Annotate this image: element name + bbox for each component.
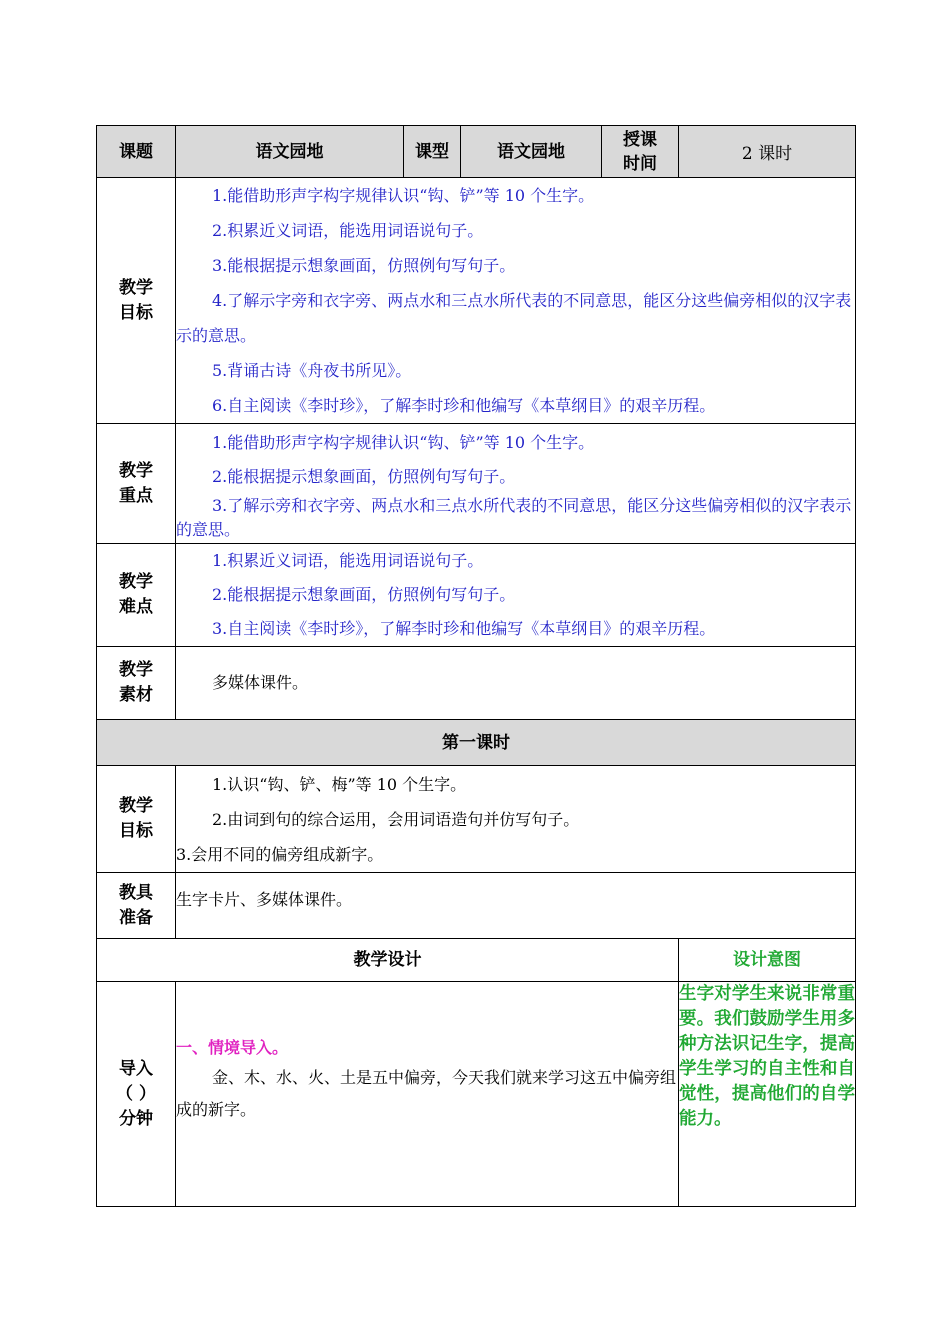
lesson1-title: 第一课时 [97, 720, 856, 766]
lesson1-title-row [97, 720, 856, 766]
intro-label-bottom: 分钟 [119, 1108, 153, 1129]
difficulty-item: 3.自主阅读《李时珍》，了解李时珍和他编写《本草纲目》的艰辛历程。 [212, 619, 716, 638]
intro-content [176, 982, 679, 1207]
difficulties-label: 教学难点 [97, 544, 176, 647]
intro-label [97, 982, 176, 1207]
lesson1-goals-content [176, 766, 856, 873]
materials-content [176, 647, 856, 720]
type-label: 课型 [404, 126, 461, 178]
intro-heading: 一、情境导入。 [176, 1038, 289, 1057]
goal-item: 3.能根据提示想象画面，仿照例句写句子。 [212, 256, 516, 275]
materials-row [97, 647, 856, 720]
lesson1-goals-label: 教学目标 [97, 766, 176, 873]
goal-item: 4.了解示字旁和衣字旁、两点水和三点水所代表的不同意思，能区分这些偏旁相似的汉字表示的意思。 [176, 291, 852, 345]
time-value: 2 课时 [679, 126, 856, 178]
design-header: 教学设计 [97, 939, 679, 982]
goal-item: 5.背诵古诗《舟夜书所见》。 [212, 361, 412, 380]
topic-label: 课题 [97, 126, 176, 178]
intro-text: 金、木、水、火、土是五中偏旁，今天我们就来学习这五中偏旁组成的新字。 [176, 1068, 677, 1119]
lesson1-tools-text: 生字卡片、多媒体课件。 [176, 890, 353, 909]
intent-header: 设计意图 [679, 939, 856, 982]
difficulty-item: 2.能根据提示想象画面，仿照例句写句子。 [212, 585, 516, 604]
materials-label: 教学素材 [97, 647, 176, 720]
key-point-item: 3.了解示旁和衣字旁、两点水和三点水所代表的不同意思，能区分这些偏旁相似的汉字表示的意思。 [176, 495, 852, 539]
intro-row [97, 982, 856, 1207]
difficulty-item: 1.积累近义词语，能选用词语说句子。 [212, 551, 484, 570]
lesson1-goals-row [97, 766, 856, 873]
type-value: 语文园地 [461, 126, 602, 178]
goals-row [97, 178, 856, 424]
intro-label-paren: （ ） [116, 1083, 156, 1104]
goals-content [176, 178, 856, 424]
goal-item: 2.积累近义词语，能选用词语说句子。 [212, 221, 484, 240]
difficulties-content [176, 544, 856, 647]
goal-item: 1.能借助形声字构字规律认识“钩、铲”等 10 个生字。 [212, 186, 595, 205]
intro-intent: 生字对学生来说非常重要。我们鼓励学生用多种方法识记生字，提高学生学习的自主性和自觉性，提高他们的自学能力。 [679, 982, 856, 1207]
key-points-label: 教学重点 [97, 424, 176, 544]
lesson1-goal-item: 2.由词到句的综合运用，会用词语造句并仿写句子。 [212, 809, 580, 829]
lesson1-tools-label: 教具准备 [97, 873, 176, 939]
key-points-content [176, 424, 856, 544]
topic-value: 语文园地 [176, 126, 404, 178]
lesson1-goal-item: 3.会用不同的偏旁组成新字。 [176, 844, 384, 864]
lesson1-tools-content [176, 873, 856, 939]
goals-label: 教学目标 [97, 178, 176, 424]
intro-label-top: 导入 [119, 1058, 153, 1079]
key-point-item: 1.能借助形声字构字规律认识“钩、铲”等 10 个生字。 [212, 432, 595, 452]
lesson-plan-table [96, 125, 856, 1207]
key-points-row [97, 424, 856, 544]
lesson1-tools-row [97, 873, 856, 939]
lesson1-goal-item: 1.认识“钩、铲、梅”等 10 个生字。 [212, 774, 467, 794]
key-point-item: 2.能根据提示想象画面，仿照例句写句子。 [212, 466, 516, 486]
goal-item: 6.自主阅读《李时珍》，了解李时珍和他编写《本草纲目》的艰辛历程。 [212, 396, 716, 415]
header-row [97, 126, 856, 178]
time-label: 授课时间 [602, 126, 679, 178]
materials-text: 多媒体课件。 [212, 673, 309, 692]
design-header-row [97, 939, 856, 982]
difficulties-row [97, 544, 856, 647]
